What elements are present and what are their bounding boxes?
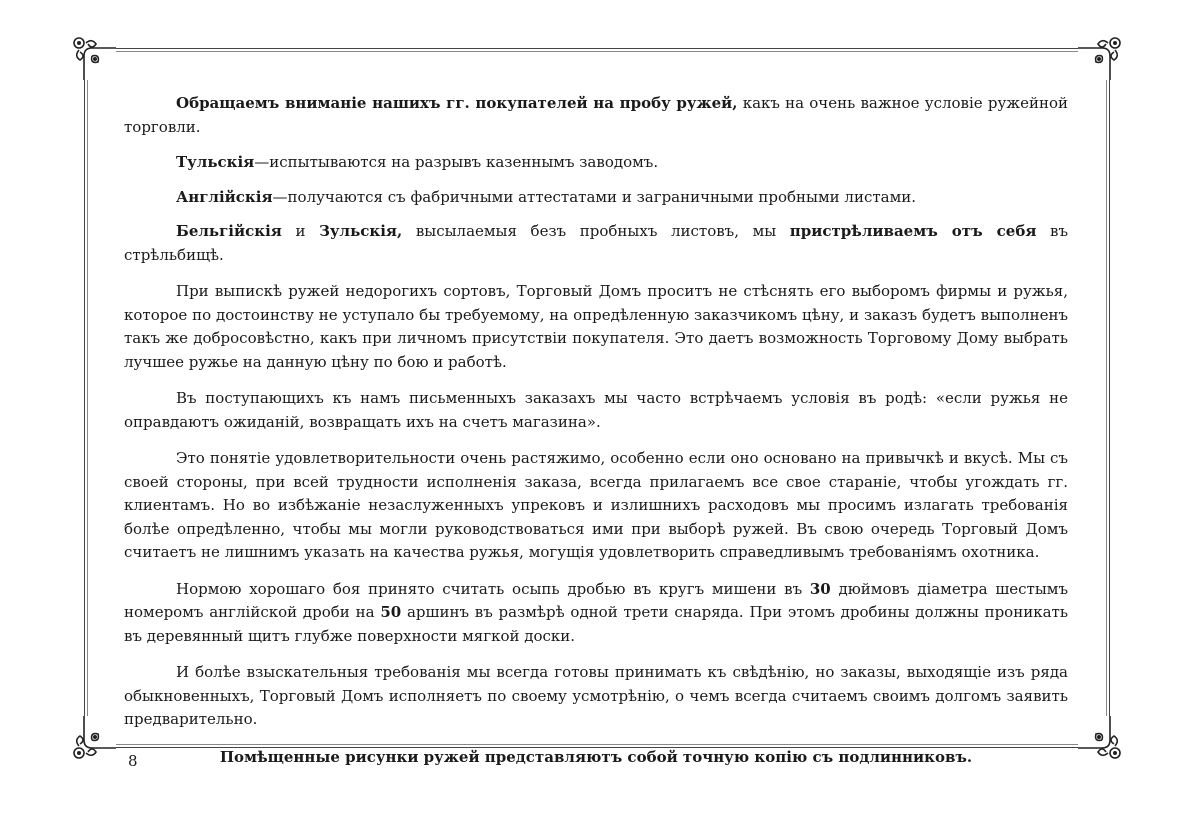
paragraph-testing-notice [124,92,1068,139]
norm-arshin-value: 50 [380,603,402,621]
border-left-line [84,80,85,716]
english-text: —получаются съ фабричными аттестатами и заграничными пробными листами. [272,187,917,206]
zeroing-emphasis: пристрѣливаемъ отъ себя [789,222,1037,240]
paragraph-demanding-requests: И болѣе взыскательныя требованія мы всегда готовы принимать къ свѣдѣнію, но заказы, выходящіе изъ ряда обыкновенныхъ, Торговый Домъ исполняетъ по своему усмотрѣнію, о чемъ всегда считаемъ своимъ долгомъ заявить предварительно. [124,663,1068,728]
belgian-suhl-end: въ стрѣльбищѣ. [124,222,1068,264]
tula-label: Тульскія [176,153,255,171]
border-right-inner-line [1106,80,1107,716]
page-body [124,92,1068,769]
paragraph-shooting-norm [124,578,1068,649]
closing-statement: Помѣщенные рисунки ружей представляютъ собой точную копію съ подлинниковъ. [219,747,973,766]
corner-ornament-icon [70,712,120,762]
paragraph-tula [124,151,1068,175]
belgian-and: и [281,222,320,240]
paragraph-english [124,186,1068,210]
paragraph-inexpensive-guns: При выпискѣ ружей недорогихъ сортовъ, Торговый Домъ проситъ не стѣснять его выборомъ фирмы и ружья, которое по достоинству не уступало бы требуемому, на опредѣленную заказчикомъ цѣну, и заказъ будетъ выполненъ такъ же добросовѣстно, какъ при личномъ присутствіи покупателя. Это даетъ возможность Торговому Дому выбрать лучшее ружье на данную цѣну по бою и работѣ. [124,282,1068,371]
page-number: 8 [128,752,138,770]
border-top-inner-line [116,51,1078,52]
paragraph-written-orders: Въ поступающихъ къ намъ письменныхъ заказахъ мы часто встрѣчаемъ условія въ родѣ: «если ружья не оправдаютъ ожиданій, возвращать ихъ на счетъ магазина». [124,389,1068,431]
english-label: Англійскія [176,187,273,206]
paragraph-satisfaction: Это понятіе удовлетворительности очень растяжимо, особенно если оно основано на привычкѣ и вкусѣ. Мы съ своей стороны, при всей трудности исполненія заказа, всегда прилагаемъ все свое стараніе, чтобы угождать гг. клиентамъ. Но во избѣжаніе незаслуженныхъ упрековъ и излишнихъ расходовъ мы просимъ излагать требованія болѣе опредѣленно, чтобы мы могли руководствоваться ими при выборѣ ружей. Въ свою очередь Торговый Домъ считаетъ не лишнимъ указать на качества ружья, могущія удовлетворить справедливымъ требованіямъ охотника. [124,449,1068,561]
norm-text-a: Нормою хорошаго боя принято считать осыпь дробью въ кругъ мишени въ [176,579,810,598]
border-left-inner-line [87,80,88,716]
tula-text: —испытываются на разрывъ казеннымъ заводомъ. [254,153,659,171]
suhl-label: Зульскія, [319,222,403,240]
testing-notice-heading: Обращаемъ вниманіе нашихъ гг. покупателей на пробу ружей, [176,94,738,112]
paragraph-belgian-suhl [124,220,1068,267]
norm-inches-value: 30 [809,579,831,598]
corner-ornament-icon [70,34,120,84]
corner-ornament-icon [1074,712,1124,762]
corner-ornament-icon [1074,34,1124,84]
belgian-label: Бельгійскія [176,222,282,240]
norm-text-c: аршинъ въ размѣрѣ одной трети снаряда. При этомъ дробины должны проникать въ деревянный щитъ глубже поверхности мягкой доски. [124,603,1068,645]
border-top-line [116,48,1078,49]
norm-text-b: дюймовъ діаметра шестымъ номеромъ англійской дроби на [124,579,1068,621]
testing-notice-text: какъ на очень важное условіе ружейной торговли. [124,94,1068,136]
border-right-line [1109,80,1110,716]
belgian-suhl-text: высылаемыя безъ пробныхъ листовъ, мы [402,222,790,240]
